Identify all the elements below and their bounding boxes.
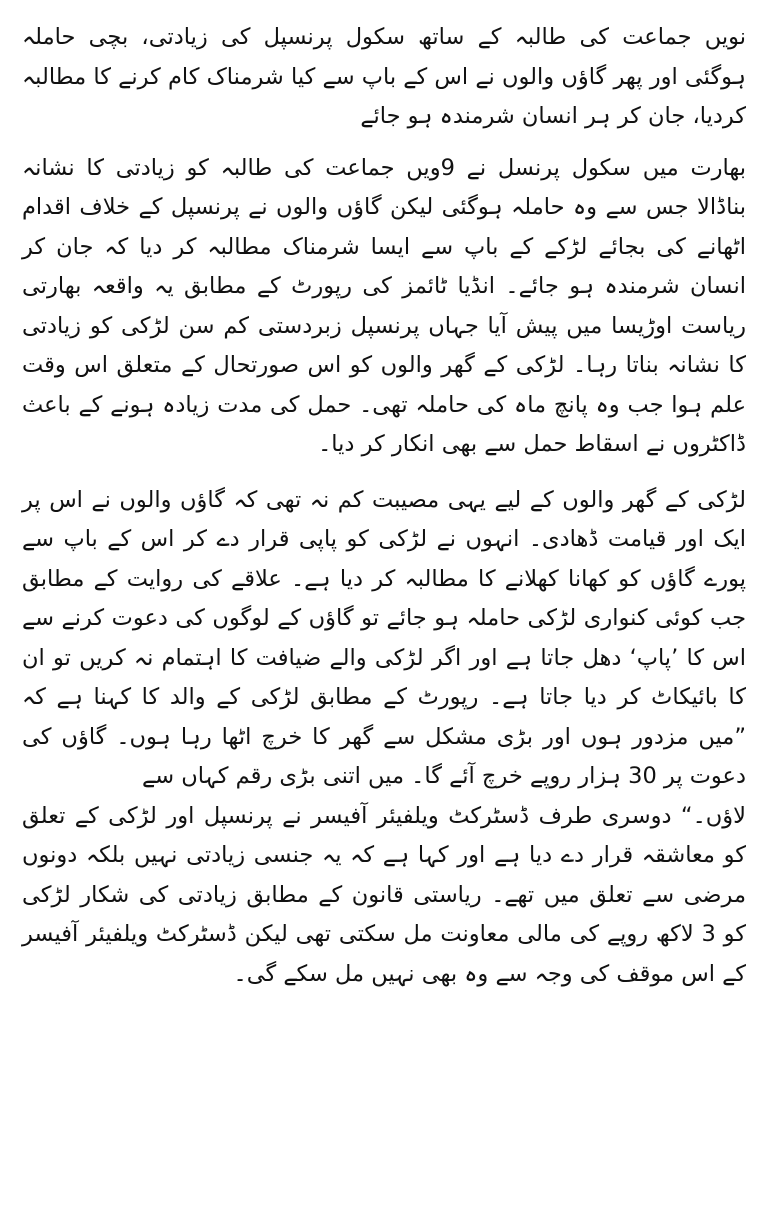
article-body-paragraph: لڑکی کے گھر والوں کے لیے یہی مصیبت کم نہ تھی کہ گاؤں والوں نے اس پر ایک اور قیامت ڈھادی۔ انہوں نے لڑکی کو پاپی قرار دے کر اس کے باپ سے پورے گاؤں کو کھانا کھلانے کا مطالبہ کر دیا ہے۔ علاقے کی روایت کے مطابق جب کوئی کنواری لڑکی حاملہ ہو جائے تو گاؤں کے لوگوں کی دعوت کرنے سے اس کا ’پاپ‘ دھل جاتا ہے اور اگر لڑکی والے ضیافت کا اہتمام نہ کریں تو ان کا بائیکاٹ کر دیا جاتا ہے۔ رپورٹ کے مطابق لڑکی کے والد کا کہنا ہے کہ ”میں مزدور ہوں اور بڑی مشکل سے گھر کا خرچ اٹھا رہا ہوں۔ گاؤں کی دعوت پر 30 ہزار روپے خرچ آئے گا۔ میں اتنی بڑی رقم کہاں سے	[22, 486, 746, 789]
article-headline-paragraph: نویں جماعت کی طالبہ کے ساتھ سکول پرنسپل کی زیادتی، بچی حاملہ ہوگئی اور پھر گاؤں والوں نے اس کے باپ سے کیا شرمناک کام کرنے کا مطالبہ کردیا، جان کر ہر انسان شرمندہ ہو جائے	[22, 24, 746, 129]
article-body-paragraph: لاؤں۔“ دوسری طرف ڈسٹرکٹ ویلفیئر آفیسر نے پرنسپل اور لڑکی کے تعلق کو معاشقہ قرار دے دیا ہے اور کہا ہے کہ یہ جنسی زیادتی نہیں بلکہ دونوں مرضی سے تعلق میں تھے۔ ریاستی قانون کے مطابق زیادتی کی شکار لڑکی کو 3 لاکھ روپے کی مالی معاونت مل سکتی تھی لیکن ڈسٹرکٹ ویلفیئر آفیسر کے اس موقف کی وجہ سے وہ بھی نہیں مل سکے گی۔	[22, 802, 746, 987]
article-body-paragraph: بھارت میں سکول پرنسل نے 9ویں جماعت کی طالبہ کو زیادتی کا نشانہ بناڈالا جس سے وہ حاملہ ہوگئی لیکن گاؤں والوں نے پرنسپل کے خلاف اقدام اٹھانے کی بجائے لڑکے کے باپ سے ایسا شرمناک مطالبہ کر دیا کہ جان کر انسان شرمندہ ہو جائے۔ انڈیا ٹائمز کی رپورٹ کے مطابق یہ واقعہ بھارتی ریاست اوڑیسا میں پیش آیا جہاں پرنسپل زبردستی کم سن لڑکی کو زیادتی کا نشانہ بناتا رہا۔ لڑکی کے گھر والوں کو اس صورتحال کے متعلق اس وقت علم ہوا جب وہ پانچ ماہ کی حاملہ تھی۔ حمل کی مدت زیادہ ہونے کے باعث ڈاکٹروں نے اسقاط حمل سے بھی انکار کر دیا۔	[22, 154, 746, 457]
